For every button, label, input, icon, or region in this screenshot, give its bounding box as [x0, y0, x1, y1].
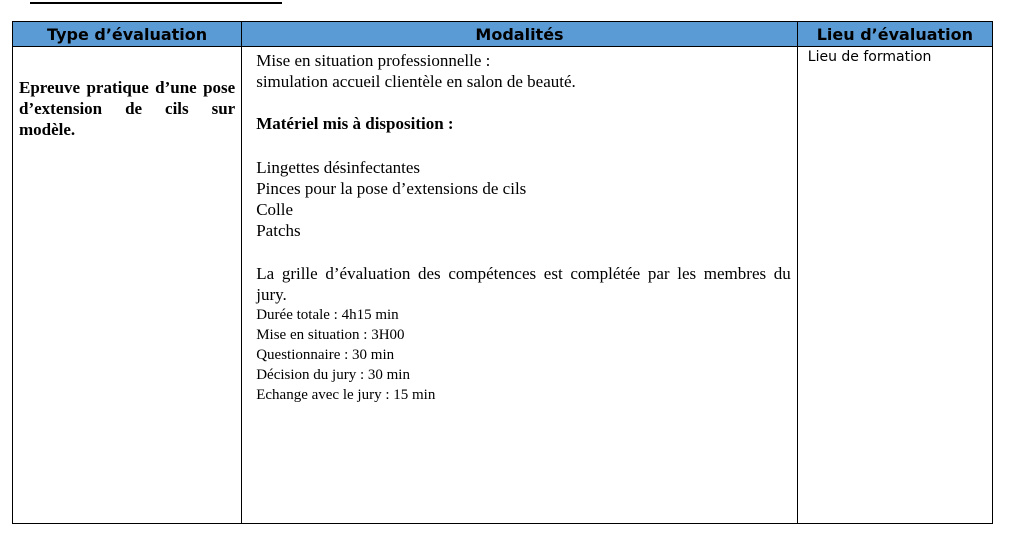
- duree-item: Durée totale : 4h15 min: [256, 307, 399, 323]
- table-header-row: [13, 22, 993, 47]
- materiel-item: Patchs: [256, 221, 301, 240]
- intro-line: simulation accueil clientèle en salon de beauté.: [256, 72, 576, 91]
- header-type-evaluation: Type d’évaluation: [13, 22, 242, 47]
- materiel-item: Pinces pour la pose d’extensions de cils: [256, 179, 527, 198]
- header-lieu-evaluation: Lieu d’évaluation: [797, 22, 992, 47]
- duree-item: Décision du jury : 30 min: [256, 367, 410, 383]
- materiel-item: Colle: [256, 200, 294, 219]
- duree-item: Questionnaire : 30 min: [256, 347, 395, 363]
- materiel-item: Lingettes désinfectantes: [256, 158, 421, 177]
- table-row: [13, 47, 993, 524]
- duree-item: Mise en situation : 3H00: [256, 327, 405, 343]
- header-underline: [30, 2, 282, 4]
- type-evaluation-cell: Epreuve pratique d’une pose d’extension de cils sur modèle.: [13, 47, 242, 524]
- modalites-cell: [242, 47, 798, 524]
- grille-text: La grille d’évaluation des compétences est complétée par les membres du jury.: [256, 264, 791, 304]
- header-modalites: Modalités: [242, 22, 798, 47]
- intro-line: Mise en situation professionnelle :: [256, 51, 491, 70]
- evaluation-table: [12, 21, 993, 524]
- duree-item: Echange avec le jury : 15 min: [256, 387, 436, 403]
- lieu-evaluation-cell: Lieu de formation: [797, 47, 992, 524]
- materiel-heading: Matériel mis à disposition :: [256, 114, 454, 133]
